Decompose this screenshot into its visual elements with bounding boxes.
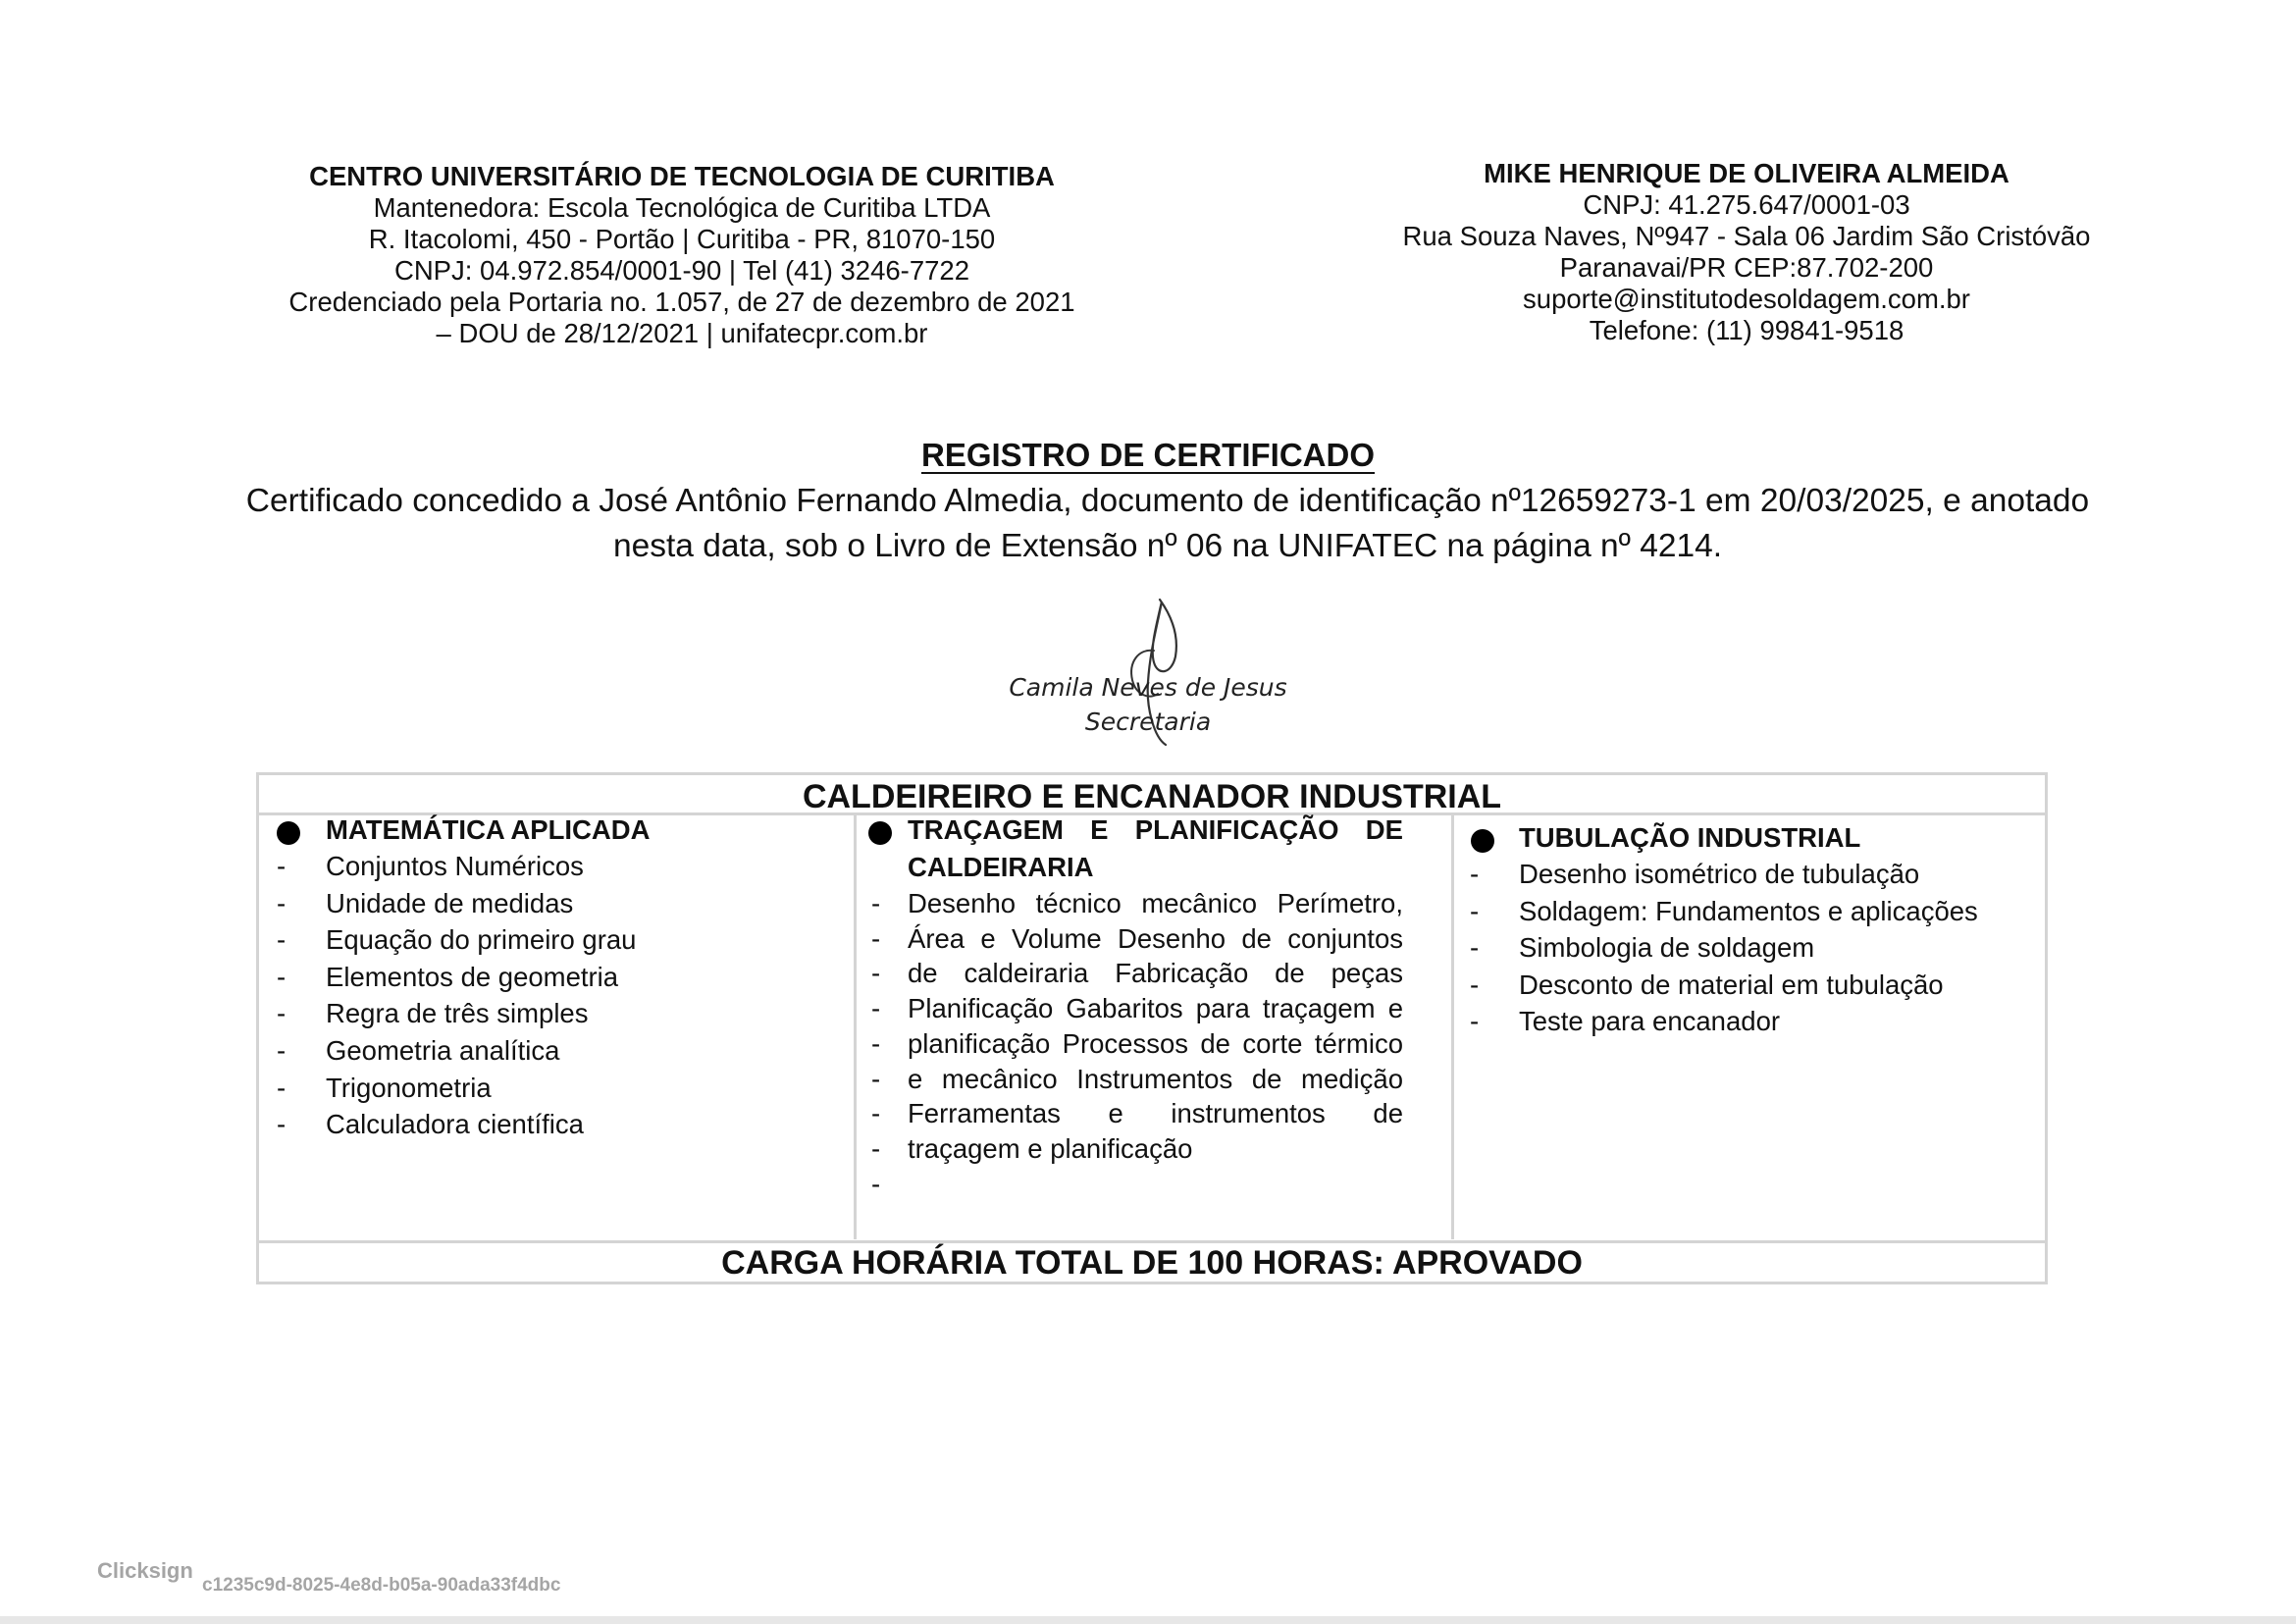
course-table <box>256 772 2048 1284</box>
signatory <box>981 670 1315 739</box>
partner-city-cep: Paranavai/PR CEP:87.702-200 <box>1559 252 1934 283</box>
institution-cnpj-phone: CNPJ: 04.972.854/0001-90 | Tel (41) 3246-7722 <box>393 255 970 286</box>
partner-block <box>1364 158 2129 346</box>
bullet-icon <box>868 821 892 845</box>
module-title: TRAÇAGEM E PLANIFICAÇÃO DE CALDEIRARIA <box>908 814 1403 882</box>
module-description: Desenho técnico mecânico Perímetro, Área e Volume Desenho de conjuntos de caldeiraria Fabricação de peças Planificação Gabaritos para traçagem e planificação Processos de corte térmico e mecânico Instrumentos de medição Ferramentas e instrumentos de traçagem e planificação <box>908 888 1403 1164</box>
registry-statement <box>206 479 2129 569</box>
institution-dou-website: – DOU de 28/12/2021 | unifatecpr.com.br <box>436 318 928 348</box>
clicksign-brand: Clicksign <box>97 1558 193 1583</box>
registry-statement-line-1: Certificado concedido a José Antônio Fernando Almedia, documento de identificação nº12659273-1 em 20/03/2025, e anotado <box>245 483 2090 519</box>
list-item: - Regra de três simples <box>277 998 589 1029</box>
bullet-icon <box>277 821 300 845</box>
list-item: - Unidade de medidas <box>277 887 574 918</box>
signatory-name: Camila Neves de Jesus <box>1009 673 1287 702</box>
dash-column: - - - - - - - - - <box>871 888 881 1199</box>
list-item: - Trigonometria <box>277 1072 492 1103</box>
list-item: - Teste para encanador <box>1470 1006 1781 1037</box>
list-item: - Desconto de material em tubulação <box>1470 969 1944 1000</box>
module-title: TUBULAÇÃO INDUSTRIAL <box>1519 822 1861 853</box>
partner-cnpj: CNPJ: 41.275.647/0001-03 <box>1583 189 1910 220</box>
partner-name: MIKE HENRIQUE DE OLIVEIRA ALMEIDA <box>1484 158 2009 188</box>
institution-address: R. Itacolomi, 450 - Portão | Curitiba - PR, 81070-150 <box>368 224 996 254</box>
list-item: - Equação do primeiro grau <box>277 924 637 956</box>
list-item: - Desenho isométrico de tubulação <box>1470 859 1920 889</box>
partner-email: suporte@institutodesoldagem.com.br <box>1523 284 1970 314</box>
list-item: - Conjuntos Numéricos <box>277 851 584 881</box>
course-title: CALDEIREIRO E ENCANADOR INDUSTRIAL <box>259 775 2045 815</box>
partner-address: Rua Souza Naves, Nº947 - Sala 06 Jardim São Cristóvão <box>1402 221 2091 251</box>
module-title: MATEMÁTICA APLICADA <box>326 814 651 845</box>
list-item: - Calculadora científica <box>277 1109 584 1140</box>
module-column-math <box>259 815 857 1239</box>
list-item: - Elementos de geometria <box>277 961 619 992</box>
document-hash: c1235c9d-8025-4e8d-b05a-90ada33f4dbc <box>202 1575 561 1596</box>
institution-maintainer: Mantenedora: Escola Tecnológica de Curitiba LTDA <box>373 192 991 223</box>
page-bottom-edge <box>0 1616 2296 1624</box>
workload-result: CARGA HORÁRIA TOTAL DE 100 HORAS: APROVADO <box>259 1240 2045 1282</box>
list-item: - Soldagem: Fundamentos e aplicações <box>1470 895 1978 926</box>
institution-accreditation: Credenciado pela Portaria no. 1.057, de 27 de dezembro de 2021 <box>288 287 1075 317</box>
partner-phone: Telefone: (11) 99841-9518 <box>1589 315 1905 345</box>
topic-list <box>1470 856 1978 1040</box>
topic-list <box>277 848 637 1143</box>
list-item: - Geometria analítica <box>277 1034 560 1066</box>
module-column-piping <box>1454 815 2045 1239</box>
issuer-institution-block <box>275 161 1089 349</box>
list-item: - Simbologia de soldagem <box>1470 932 1815 964</box>
bullet-icon <box>1471 829 1494 853</box>
signatory-role: Secretaria <box>1084 707 1212 736</box>
module-column-tracing <box>857 815 1454 1239</box>
registry-title: REGISTRO DE CERTIFICADO <box>920 437 1376 473</box>
institution-name: CENTRO UNIVERSITÁRIO DE TECNOLOGIA DE CURITIBA <box>309 161 1055 191</box>
registry-statement-line-2: nesta data, sob o Livro de Extensão nº 06 na UNIFATEC na página nº 4214. <box>612 528 1723 564</box>
